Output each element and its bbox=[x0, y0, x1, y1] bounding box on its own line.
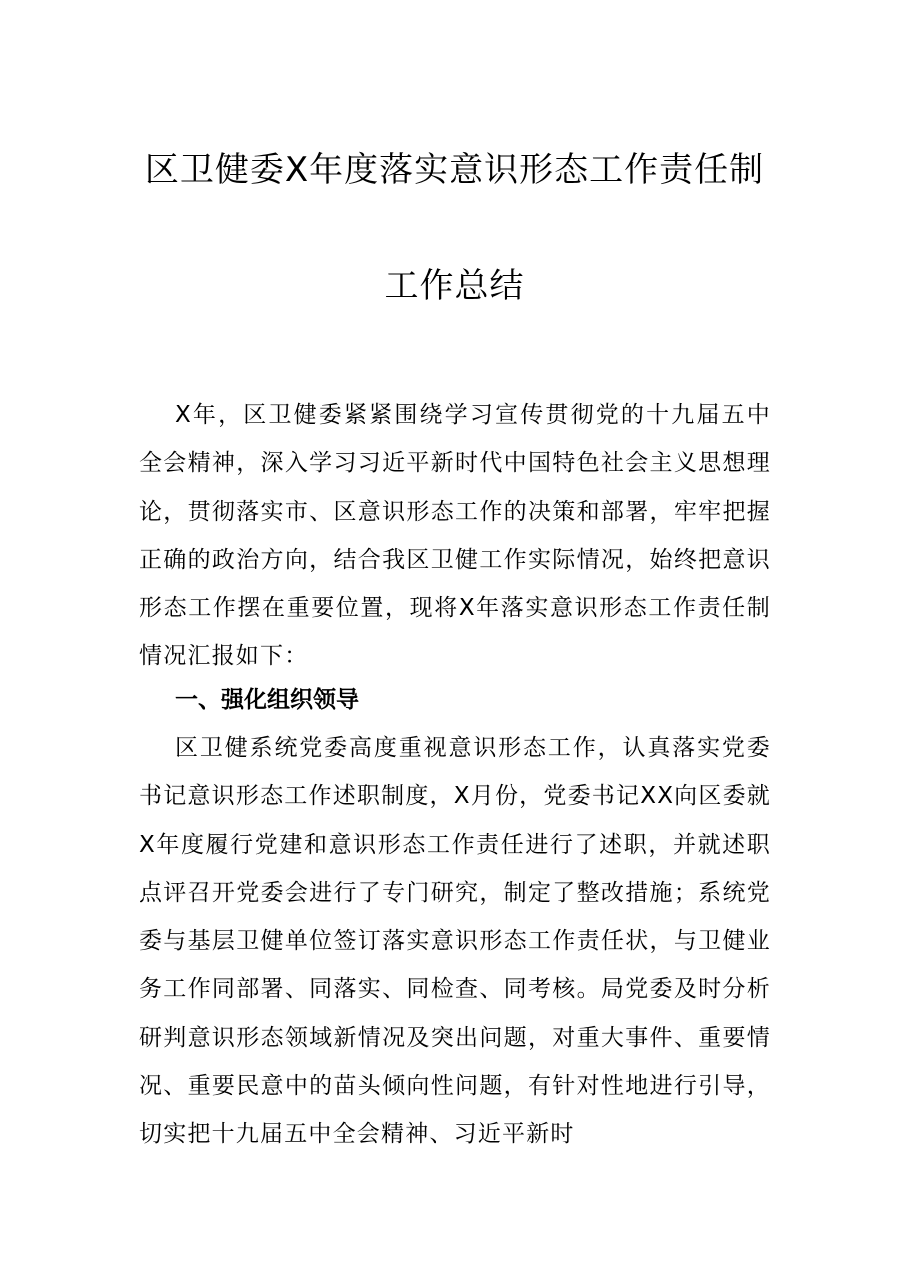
document-title-line-2: 工作总结 bbox=[384, 266, 525, 306]
intro-paragraph: X年，区卫健委紧紧围绕学习宣传贯彻党的十九届五中全会精神，深入学习习近平新时代中国特色社会主义思想理论，贯彻落实市、区意识形态工作的决策和部署，牢牢把握正确的政治方向，结合我区卫健工作实际情况，始终把意识形态工作摆在重要位置，现将X年落实意识形态工作责任制情况汇报如下： bbox=[139, 402, 771, 670]
section-paragraph: 区卫健系统党委高度重视意识形态工作，认真落实党委书记意识形态工作述职制度，X月份，党委书记XX向区委就X年度履行党建和意识形态工作责任进行了述职，并就述职点评召开党委会进行了专门研究，制定了整改措施；系统党委与基层卫健单位签订落实意识形态工作责任状，与卫健业务工作同部署、同落实、同检查、同考核。局党委及时分析研判意识形态领域新情况及突出问题，对重大事件、重要情况、重要民意中的苗头倾向性问题，有针对性地进行引导，切实把十九届五中全会精神、习近平新时 bbox=[139, 735, 771, 1148]
document-title-line-1: 区卫健委X年度落实意识形态工作责任制 bbox=[144, 150, 765, 190]
section-heading: 一、强化组织领导 bbox=[175, 687, 359, 713]
